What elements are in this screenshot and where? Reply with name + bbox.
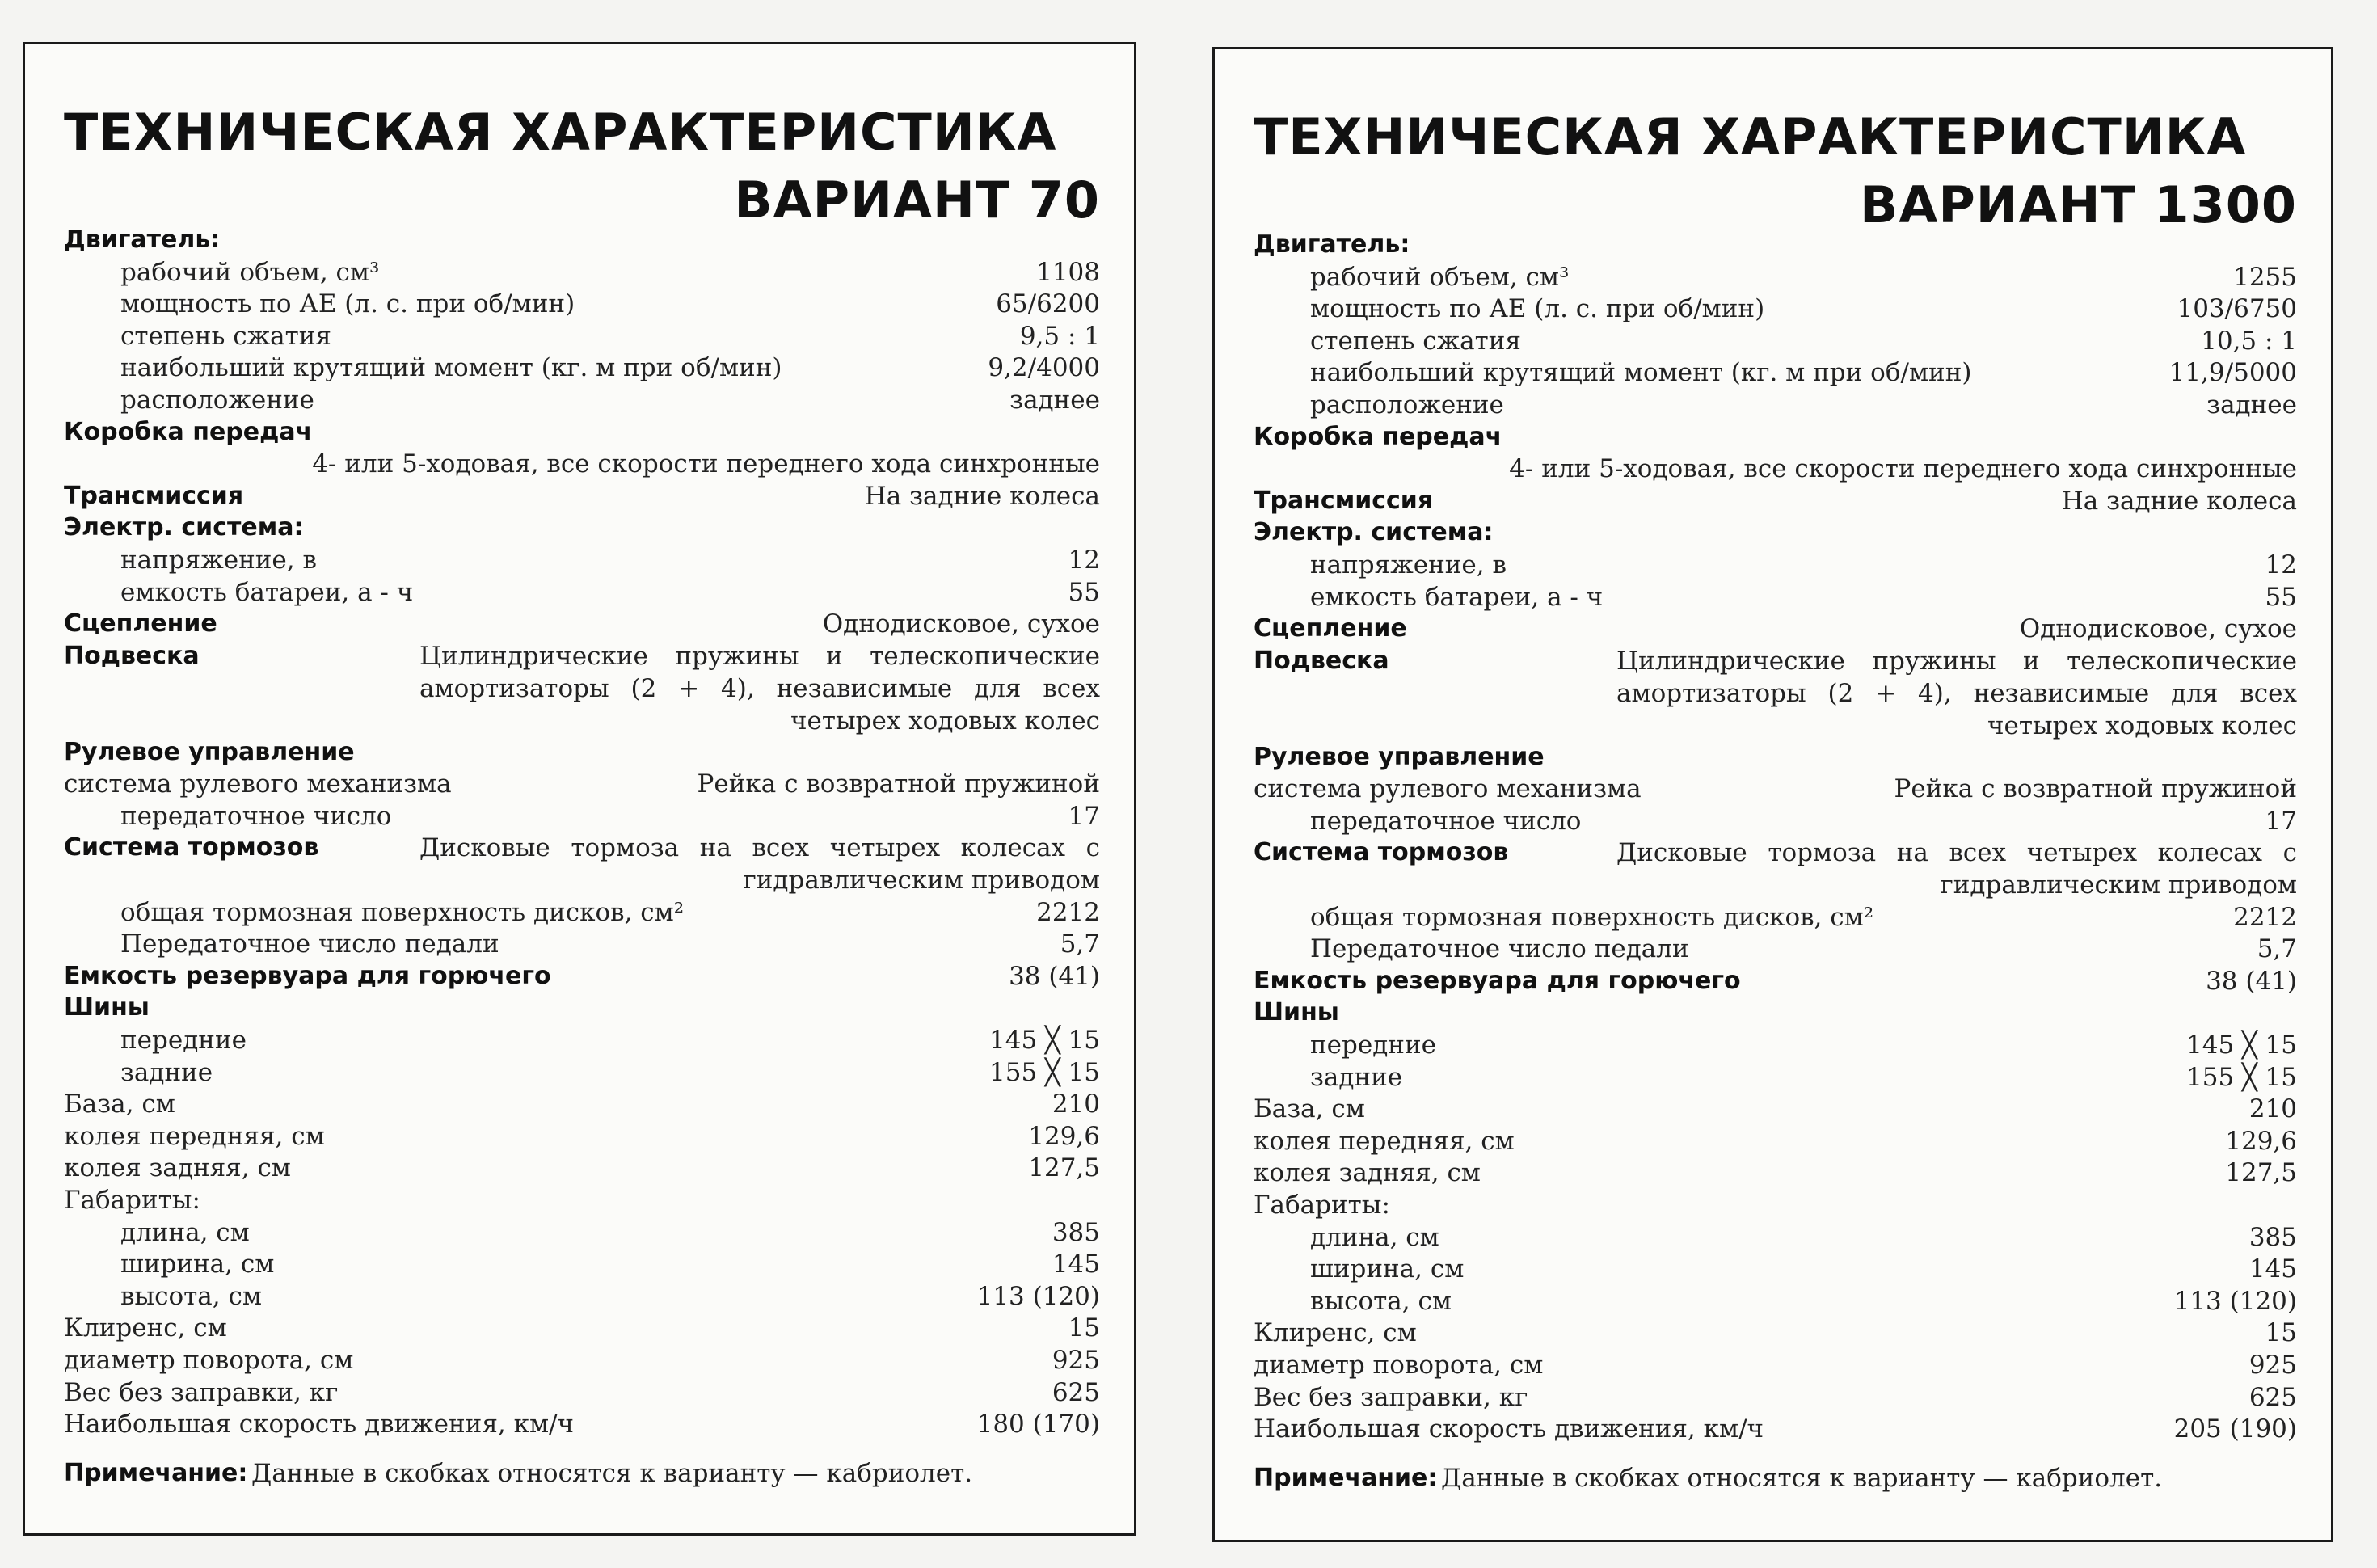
spec-label: Клиренс, см [1254,1318,1417,1347]
spec-label: высота, см [1310,1287,1452,1316]
spec-label: емкость батареи, а - ч [1310,583,1604,612]
spec-value: 113 (120) [976,1282,1100,1311]
spec-label: Коробка передач [1254,423,1502,451]
spec-row [64,1152,1100,1184]
spec-value: 17 [1068,802,1100,831]
spec-label: ширина, см [120,1250,275,1279]
spec-row [1254,549,2297,581]
note-row [64,1457,1100,1490]
spec-row [1254,1093,2297,1125]
spec-value: 145 ╳ 15 [989,1026,1100,1055]
spec-label: задние [120,1058,213,1087]
sheet-title-line1: ТЕХНИЧЕСКАЯ ХАРАКТЕРИСТИКА [1254,107,2247,166]
spec-row [64,352,1100,384]
spec-value: 12 [1068,546,1100,575]
spec-sheet-variant-70 [23,42,1136,1536]
spec-value: 17 [2265,807,2297,836]
spec-label: Система тормозов [1254,838,1509,866]
spec-value: 9,2/4000 [988,353,1100,382]
spec-value: 5,7 [2257,934,2297,963]
spec-row [64,800,1100,832]
note-label: Примечание: [64,1459,248,1487]
spec-row [1254,293,2297,325]
spec-value: 55 [1068,578,1100,607]
spec-row [1254,741,2297,773]
spec-row [1254,645,2297,740]
spec-label: Вес без заправки, кг [64,1378,339,1407]
spec-row [1254,1381,2297,1414]
spec-label: Электр. система: [64,513,304,542]
spec-value: заднее [1009,386,1100,415]
spec-label: Шины [1254,998,1339,1026]
spec-value: Рейка с возвратной пружиной [1894,774,2297,803]
spec-row [64,1312,1100,1344]
spec-label: Двигатель: [1254,230,1410,259]
spec-row [64,1376,1100,1409]
spec-row [64,1120,1100,1153]
note-text: Данные в скобках относятся к варианту — кабриолет. [251,1459,973,1488]
spec-value: 145 ╳ 15 [2186,1031,2297,1060]
spec-row [1254,1285,2297,1317]
spec-label: передние [120,1026,247,1055]
spec-value: заднее [2206,390,2297,419]
spec-value: Дисковые тормоза на всех четырех колесах с гидравлическим приводом [1616,838,2297,900]
spec-value: 15 [2265,1318,2297,1347]
spec-row [1254,837,2297,900]
spec-row [64,1056,1100,1089]
spec-label: колея задняя, см [64,1153,291,1182]
spec-label: База, см [1254,1094,1365,1123]
spec-value: 103/6750 [2177,294,2297,323]
spec-label: длина, см [1310,1223,1439,1252]
spec-label: передаточное число [120,802,392,831]
spec-value: 38 (41) [2206,967,2297,996]
spec-row [1254,485,2297,517]
spec-value: 2212 [1036,898,1100,927]
spec-label: напряжение, в [120,546,317,575]
spec-row [1254,1157,2297,1189]
spec-row [64,320,1100,352]
spec-row [64,640,1100,736]
spec-label: колея передняя, см [64,1122,325,1151]
spec-value: На задние колеса [864,482,1100,511]
spec-value: 155 ╳ 15 [989,1058,1100,1087]
spec-row [1254,581,2297,613]
spec-value: 129,6 [1028,1122,1100,1151]
spec-label: Подвеска [1254,647,1389,675]
spec-row [1254,1253,2297,1285]
spec-value: 127,5 [1028,1153,1100,1182]
spec-value: Однодисковое, сухое [2019,614,2297,643]
spec-value: На задние колеса [2061,487,2297,516]
spec-value: 5,7 [1060,929,1100,959]
spec-label: Трансмиссия [1254,487,1434,515]
spec-label: мощность по АЕ (л. с. при об/мин) [120,289,575,318]
spec-label: наибольший крутящий момент (кг. м при об/мин) [120,353,782,382]
spec-row [1254,613,2297,645]
spec-row [64,992,1100,1024]
spec-value: 15 [1068,1313,1100,1342]
spec-row [64,544,1100,576]
spec-label: рабочий объем, см³ [1310,263,1570,292]
spec-label: система рулевого механизма [1254,774,1642,803]
spec-row [1254,965,2297,997]
spec-row [64,480,1100,512]
spec-label: Сцепление [64,609,217,638]
spec-label: Габариты: [64,1186,200,1215]
spec-row [64,736,1100,769]
spec-value: Дисковые тормоза на всех четырех колесах с гидравлическим приводом [419,833,1100,895]
spec-value: 65/6200 [996,289,1100,318]
spec-row [1254,805,2297,837]
spec-label: колея передняя, см [1254,1127,1515,1156]
spec-row [64,384,1100,416]
spec-value: 205 (190) [2173,1414,2297,1444]
spec-row [64,224,1100,256]
spec-value: Цилиндрические пружины и телескопические амортизаторы (2 + 4), независимые для всех четырех ходовых колес [1616,647,2297,740]
spec-value: 113 (120) [2173,1287,2297,1316]
spec-row [64,960,1100,993]
spec-row [1254,453,2297,485]
spec-row [64,1344,1100,1376]
spec-row [1254,933,2297,965]
sheet-title-line2: ВАРИАНТ 1300 [1860,175,2297,234]
spec-value: 127,5 [2225,1158,2297,1187]
spec-value: 625 [1052,1378,1100,1407]
spec-label: Наибольшая скорость движения, км/ч [64,1410,575,1439]
spec-label: общая тормозная поверхность дисков, см² [1310,903,1874,932]
spec-row [64,288,1100,320]
spec-row [1254,229,2297,261]
spec-label: Клиренс, см [64,1313,227,1342]
spec-label: диаметр поворота, см [1254,1351,1544,1380]
spec-row [1254,1317,2297,1349]
spec-value: 180 (170) [976,1410,1100,1439]
spec-label: Трансмиссия [64,482,244,510]
spec-value: 925 [1052,1346,1100,1375]
spec-row [1254,356,2297,389]
spec-value: 55 [2265,583,2297,612]
spec-row [1254,1061,2297,1094]
spec-label: Емкость резервуара для горючего [1254,967,1741,995]
spec-row [64,1088,1100,1120]
spec-label: система рулевого механизма [64,769,452,799]
spec-row [64,608,1100,640]
spec-value: 385 [1052,1218,1100,1247]
spec-row [1254,1413,2297,1445]
spec-sheet-variant-1300 [1212,47,2333,1542]
spec-value: 9,5 : 1 [1019,322,1100,351]
spec-row [64,1248,1100,1280]
spec-label: Электр. система: [1254,518,1494,546]
spec-label: Емкость резервуара для горючего [64,962,551,990]
spec-value: 145 [1052,1250,1100,1279]
spec-value: 625 [2248,1383,2297,1412]
spec-value: 210 [2248,1094,2297,1123]
spec-row [64,928,1100,960]
spec-label: наибольший крутящий момент (кг. м при об/мин) [1310,358,1972,387]
spec-row [64,448,1100,480]
note-row [1254,1462,2297,1494]
spec-row [64,1216,1100,1249]
spec-row [64,1184,1100,1216]
spec-label: Подвеска [64,642,200,670]
spec-row [1254,1189,2297,1221]
spec-label: Двигатель: [64,226,221,254]
spec-label: Габариты: [1254,1191,1390,1220]
spec-label: колея задняя, см [1254,1158,1481,1187]
spec-label: общая тормозная поверхность дисков, см² [120,898,685,927]
spec-label: Коробка передач [64,418,313,446]
spec-value: 12 [2265,550,2297,580]
spec-value: 925 [2248,1351,2297,1380]
spec-row [1254,421,2297,453]
spec-label: Система тормозов [64,833,319,862]
spec-row [1254,389,2297,421]
sheet-title-line2: ВАРИАНТ 70 [734,171,1100,230]
spec-value: 38 (41) [1009,962,1100,991]
spec-value: 4- или 5-ходовая, все скорости переднего хода синхронные [1509,454,2297,483]
spec-row [64,896,1100,929]
spec-label: задние [1310,1063,1403,1092]
spec-row [64,512,1100,544]
spec-row [64,832,1100,895]
spec-value: Цилиндрические пружины и телескопические амортизаторы (2 + 4), независимые для всех четырех ходовых колес [419,642,1100,736]
spec-row [64,1024,1100,1056]
spec-label: Передаточное число педали [120,929,499,959]
spec-row [1254,1029,2297,1061]
spec-value: 11,9/5000 [2168,358,2297,387]
spec-row [1254,773,2297,805]
spec-row [64,1408,1100,1440]
spec-label: Рулевое управление [64,738,355,766]
spec-row [1254,516,2297,549]
spec-value: 145 [2248,1254,2297,1283]
spec-label: Сцепление [1254,614,1407,643]
spec-label: Шины [64,993,150,1022]
spec-value: 385 [2248,1223,2297,1252]
spec-row [1254,1221,2297,1254]
spec-label: База, см [64,1090,175,1119]
spec-row [64,416,1100,449]
spec-value: 10,5 : 1 [2201,327,2297,356]
spec-label: емкость батареи, а - ч [120,578,414,607]
spec-label: ширина, см [1310,1254,1465,1283]
spec-value: Рейка с возвратной пружиной [697,769,1100,799]
spec-label: расположение [120,386,314,415]
spec-label: рабочий объем, см³ [120,258,380,287]
spec-row [1254,261,2297,293]
spec-label: расположение [1310,390,1504,419]
spec-label: высота, см [120,1282,262,1311]
spec-row [1254,901,2297,934]
spec-value: 1255 [2233,263,2297,292]
spec-label: мощность по АЕ (л. с. при об/мин) [1310,294,1765,323]
spec-label: Наибольшая скорость движения, км/ч [1254,1414,1764,1444]
spec-row [64,768,1100,800]
spec-label: Вес без заправки, кг [1254,1383,1528,1412]
spec-value: 4- или 5-ходовая, все скорости переднего хода синхронные [312,449,1100,478]
spec-row [64,576,1100,609]
spec-row [1254,325,2297,357]
spec-value: 155 ╳ 15 [2186,1063,2297,1092]
spec-value: 210 [1052,1090,1100,1119]
note-label: Примечание: [1254,1464,1438,1492]
spec-value: 2212 [2233,903,2297,932]
spec-value: 1108 [1036,258,1100,287]
spec-row [64,256,1100,289]
spec-label: степень сжатия [120,322,331,351]
spec-row [1254,1349,2297,1381]
spec-value: 129,6 [2225,1127,2297,1156]
spec-value: Однодисковое, сухое [822,609,1100,639]
note-text: Данные в скобках относятся к варианту — кабриолет. [1441,1464,2163,1493]
spec-row [1254,997,2297,1029]
spec-label: длина, см [120,1218,250,1247]
sheet-title-line1: ТЕХНИЧЕСКАЯ ХАРАКТЕРИСТИКА [64,103,1057,162]
spec-label: напряжение, в [1310,550,1507,580]
spec-label: передние [1310,1031,1436,1060]
spec-label: степень сжатия [1310,327,1521,356]
spec-label: передаточное число [1310,807,1582,836]
spec-label: Передаточное число педали [1310,934,1689,963]
spec-label: Рулевое управление [1254,743,1545,771]
spec-row [1254,1125,2297,1157]
spec-row [64,1280,1100,1313]
spec-label: диаметр поворота, см [64,1346,354,1375]
